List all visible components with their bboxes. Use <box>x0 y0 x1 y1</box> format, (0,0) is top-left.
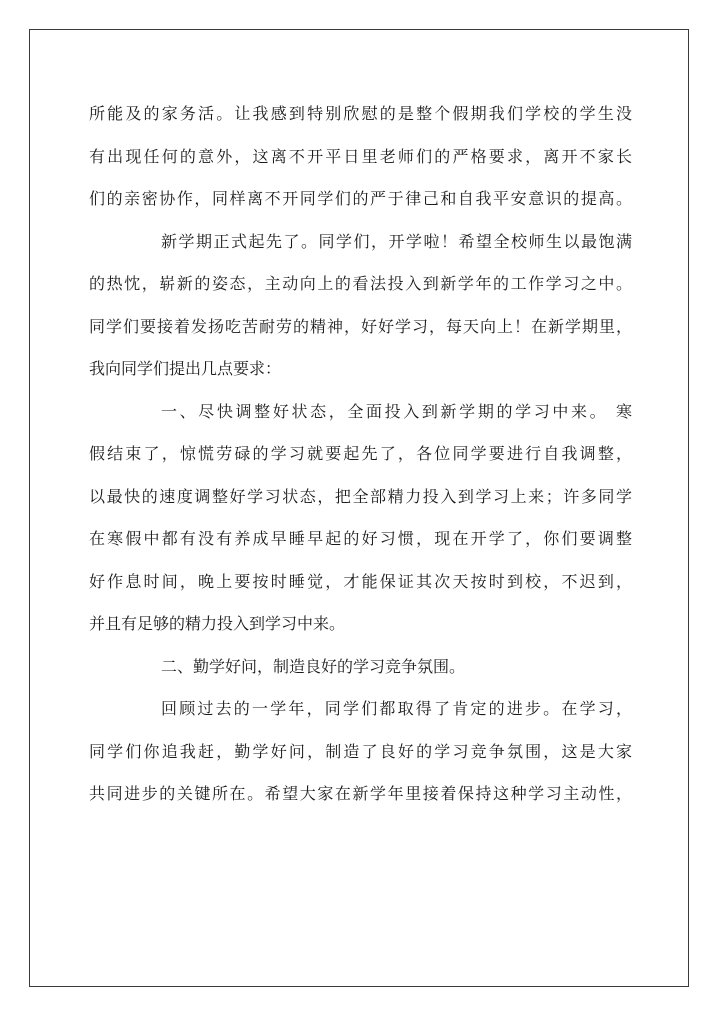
paragraph-end-line: 我向同学们提出几点要求： <box>89 359 282 378</box>
text-line: 们的亲密协作，同样离不开同学们的严于律己和自我平安意识的提高。 <box>89 189 632 208</box>
paragraph-start-line: 回顾过去的一学年，同学们都取得了肯定的进步。在学习， <box>161 699 632 718</box>
section-heading-line: 二、勤学好问，制造良好的学习竞争氛围。 <box>161 656 466 676</box>
section-heading-line: 一、尽快调整好状态，全面投入到新学期的学习中来。 寒 <box>161 401 632 421</box>
text-line: 假结束了，惊慌劳碌的学习就要起先了，各位同学要进行自我调整， <box>89 444 632 463</box>
paragraph-end-line: 并且有足够的精力投入到学习中来。 <box>89 614 346 633</box>
document-body <box>89 93 632 816</box>
text-line: 同学们要接着发扬吃苦耐劳的精神，好好学习，每天向上！在新学期里， <box>89 316 632 336</box>
text-line: 同学们你追我赶，勤学好问，制造了良好的学习竞争氛围，这是大家 <box>89 741 632 761</box>
text-line: 的热忱，崭新的姿态，主动向上的看法投入到新学年的工作学习之中。 <box>89 274 632 293</box>
text-line: 在寒假中都有没有养成早睡早起的好习惯，现在开学了，你们要调整 <box>89 529 632 548</box>
text-line: 所能及的家务活。让我感到特别欣慰的是整个假期我们学校的学生没 <box>89 104 632 123</box>
text-line: 以最快的速度调整好学习状态，把全部精力投入到学习上来；许多同学 <box>89 486 632 506</box>
text-line: 好作息时间，晚上要按时睡觉，才能保证其次天按时到校，不迟到， <box>89 571 632 591</box>
text-line: 共同进步的关键所在。希望大家在新学年里接着保持这种学习主动性， <box>89 784 632 803</box>
text-line: 有出现任何的意外，这离不开平日里老师们的严格要求，离开不家长 <box>89 146 632 166</box>
paragraph-start-line: 新学期正式起先了。同学们，开学啦！希望全校师生以最饱满 <box>161 231 632 251</box>
